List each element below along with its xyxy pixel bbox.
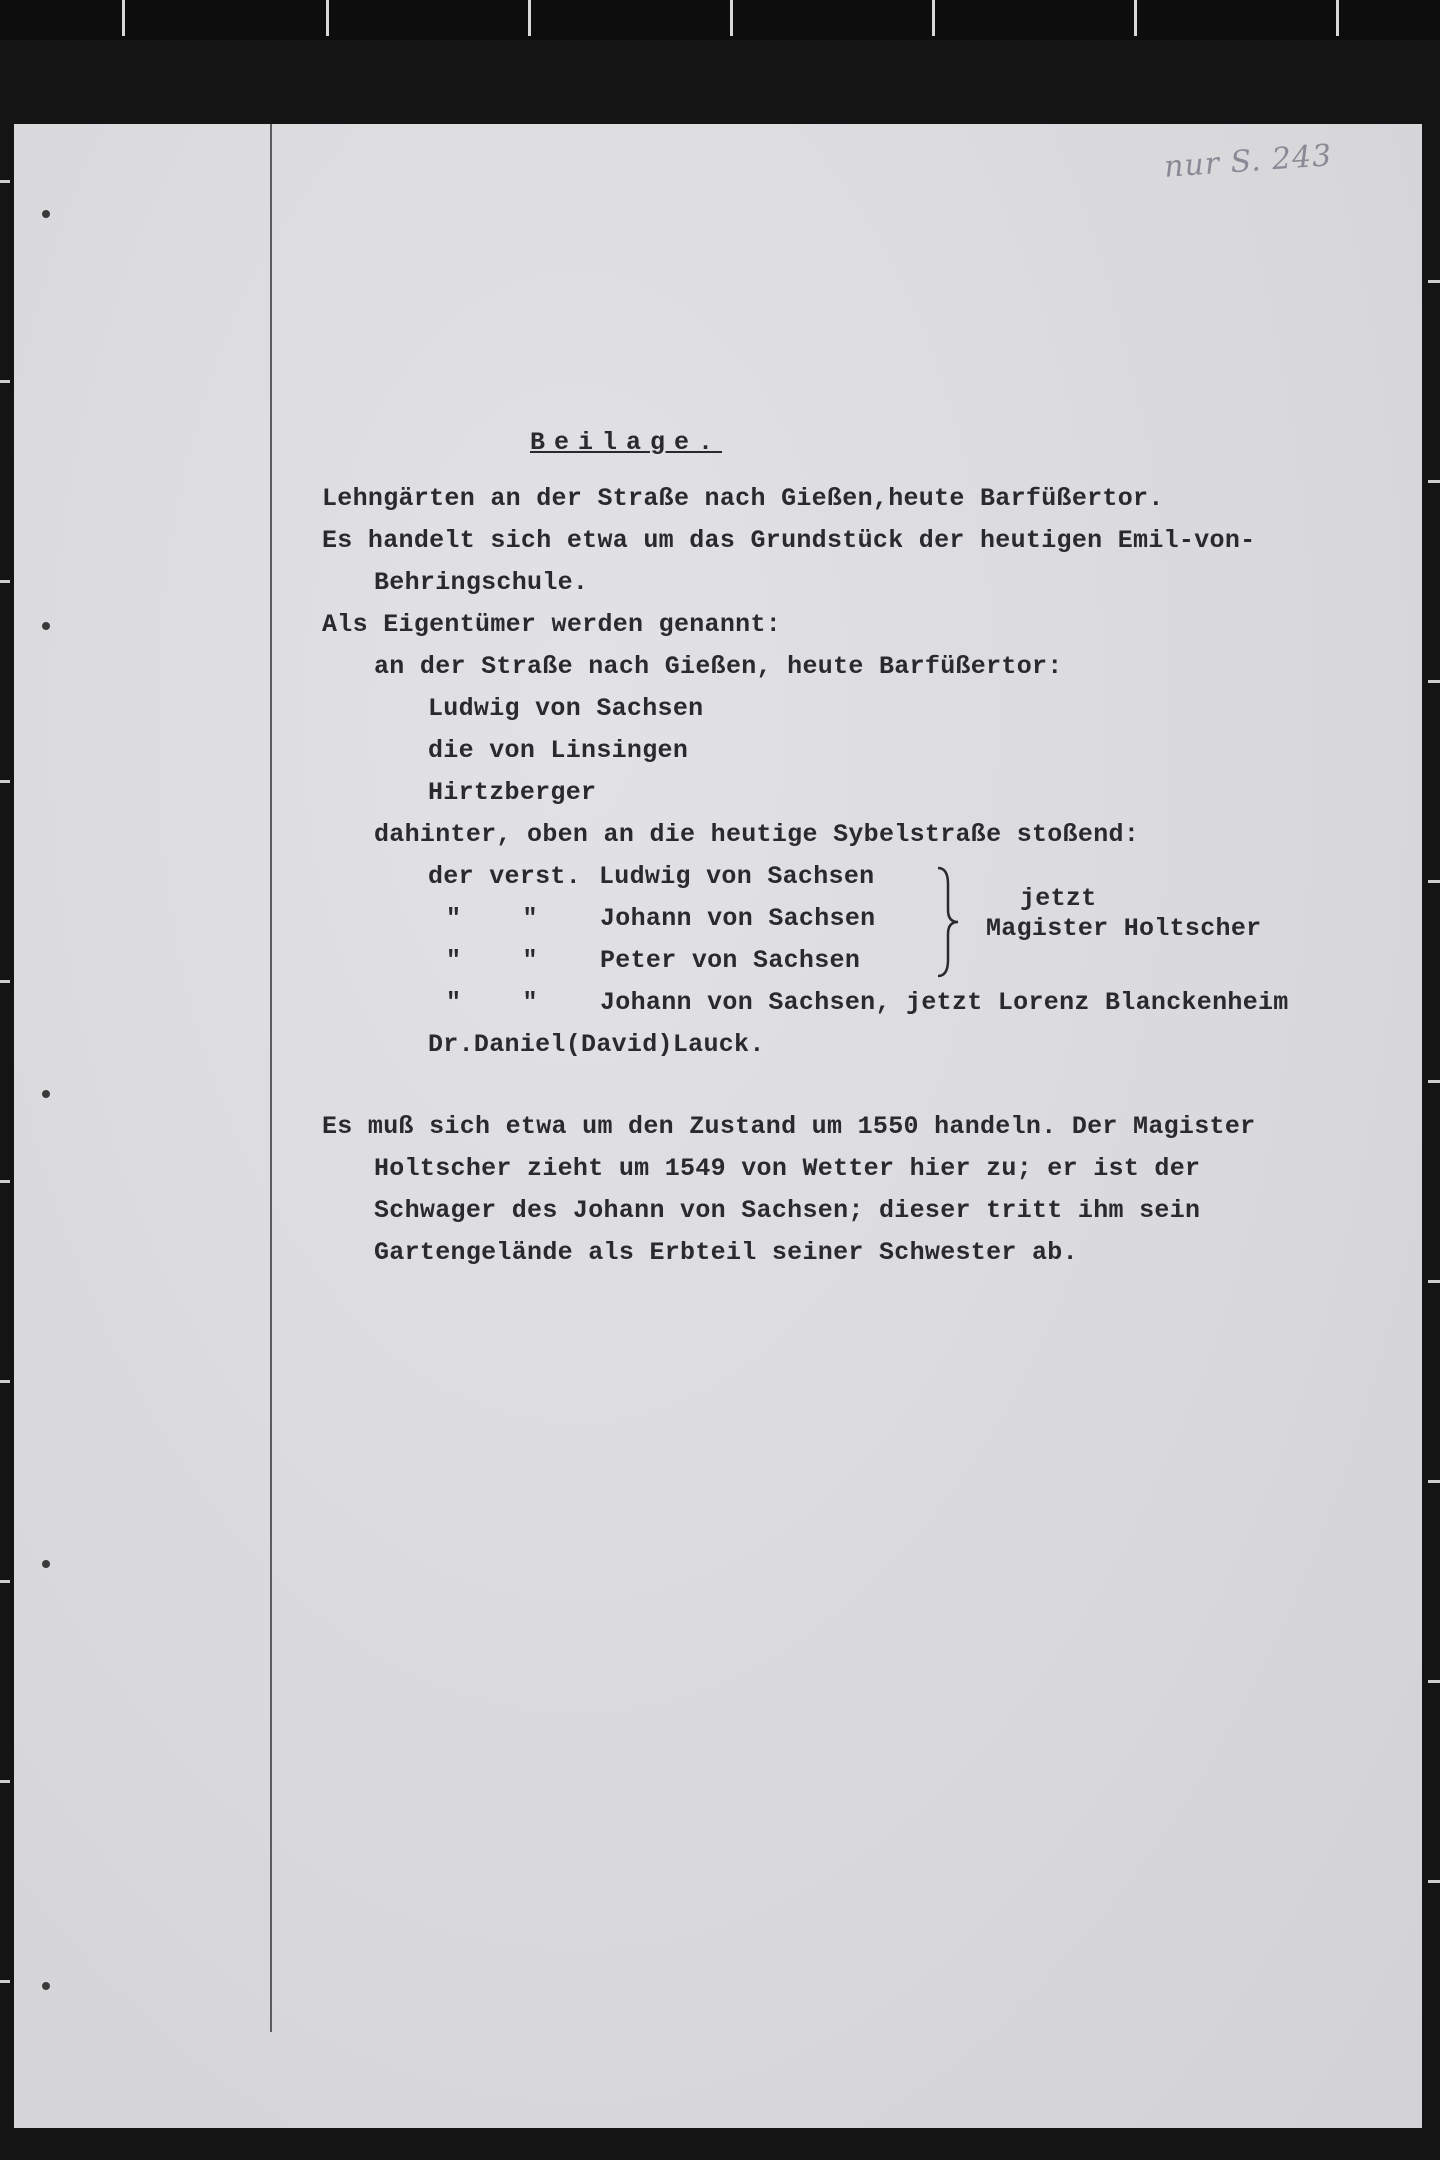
margin-line	[270, 124, 272, 2032]
document-page	[14, 124, 1422, 2128]
ruler-mark	[1428, 280, 1440, 283]
ruler-mark	[1428, 680, 1440, 683]
scanner-right-ruler	[1424, 120, 1440, 2110]
ruler-mark	[1428, 1880, 1440, 1883]
owner-entry: die von Linsingen	[428, 736, 689, 765]
document-title: Beilage.	[530, 428, 723, 457]
ruler-mark	[0, 780, 10, 783]
owner-name: Johann von Sachsen	[600, 904, 876, 933]
ruler-mark	[0, 380, 10, 383]
ruler-mark	[1428, 1080, 1440, 1083]
handwritten-archive-note: nur S. 243	[1162, 138, 1334, 185]
punch-mark	[40, 1558, 51, 1569]
scale-tick	[528, 0, 531, 36]
ruler-mark	[1428, 1480, 1440, 1483]
ruler-mark	[0, 1380, 10, 1383]
scanner-top-strip	[0, 0, 1440, 40]
ruler-mark	[1428, 1680, 1440, 1683]
conclusion-line: Schwager des Johann von Sachsen; dieser tritt ihm sein	[374, 1196, 1201, 1225]
owner-name: Peter von Sachsen	[600, 946, 861, 975]
ditto-mark: " "	[446, 904, 538, 933]
ruler-mark	[1428, 480, 1440, 483]
ruler-mark	[0, 1980, 10, 1983]
owner-entry: Dr.Daniel(David)Lauck.	[428, 1030, 765, 1059]
intro-line: Lehngärten an der Straße nach Gießen,heute Barfüßertor.	[322, 484, 1164, 513]
owner-entry: Ludwig von Sachsen	[428, 694, 704, 723]
ruler-mark	[1428, 1280, 1440, 1283]
scale-tick	[730, 0, 733, 36]
grouping-brace	[932, 864, 962, 980]
ruler-mark	[0, 1780, 10, 1783]
scale-tick	[1134, 0, 1137, 36]
owner-prefix: der verst.	[428, 862, 582, 891]
ruler-mark	[0, 1580, 10, 1583]
owner-entry: Hirtzberger	[428, 778, 597, 807]
brace-note-now: jetzt	[1020, 884, 1097, 913]
ditto-mark: " "	[446, 988, 538, 1017]
owner-name: Johann von Sachsen, jetzt Lorenz Blanckenheim	[600, 988, 1289, 1017]
punch-mark	[40, 1980, 51, 1991]
intro-line: Behringschule.	[374, 568, 589, 597]
ruler-mark	[0, 180, 10, 183]
conclusion-line: Gartengelände als Erbteil seiner Schwester ab.	[374, 1238, 1078, 1267]
scale-tick	[1336, 0, 1339, 36]
intro-line: Als Eigentümer werden genannt:	[322, 610, 782, 639]
ruler-mark	[0, 580, 10, 583]
scale-tick	[932, 0, 935, 36]
scale-tick	[122, 0, 125, 36]
ruler-mark	[0, 1180, 10, 1183]
punch-mark	[40, 1088, 51, 1099]
ruler-mark	[1428, 880, 1440, 883]
punch-mark	[40, 620, 51, 631]
owner-name: Ludwig von Sachsen	[599, 862, 875, 891]
intro-line: an der Straße nach Gießen, heute Barfüßertor:	[374, 652, 1063, 681]
scanner-left-ruler	[0, 120, 14, 2110]
ruler-mark	[0, 980, 10, 983]
punch-mark	[40, 208, 51, 219]
behind-heading: dahinter, oben an die heutige Sybelstraße stoßend:	[374, 820, 1140, 849]
scale-tick	[326, 0, 329, 36]
intro-line: Es handelt sich etwa um das Grundstück der heutigen Emil-von-	[322, 526, 1256, 555]
brace-note-name: Magister Holtscher	[986, 914, 1262, 943]
conclusion-line: Holtscher zieht um 1549 von Wetter hier zu; er ist der	[374, 1154, 1201, 1183]
conclusion-line: Es muß sich etwa um den Zustand um 1550 handeln. Der Magister	[322, 1112, 1256, 1141]
ditto-mark: " "	[446, 946, 538, 975]
